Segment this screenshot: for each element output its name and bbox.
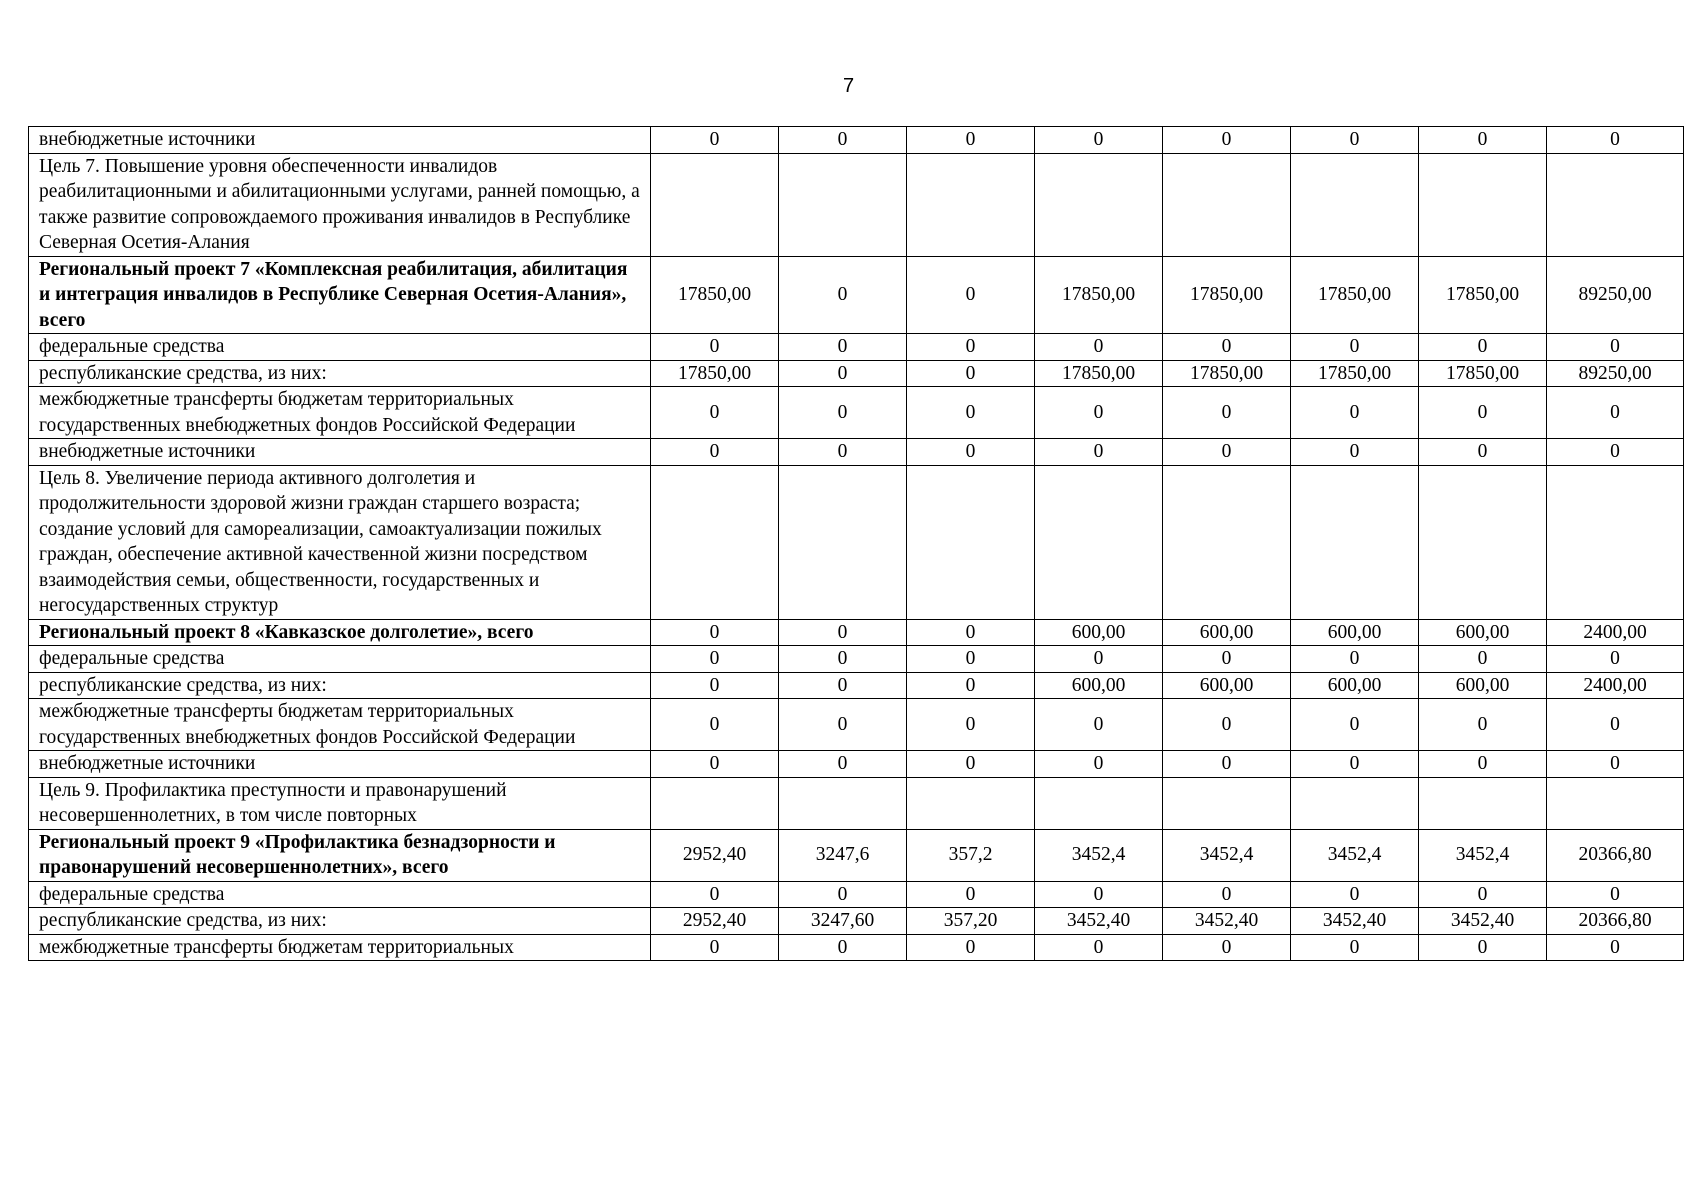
value-cell: 17850,00 — [1035, 256, 1163, 334]
row-label: внебюджетные источники — [29, 751, 651, 778]
value-cell: 0 — [779, 672, 907, 699]
value-cell: 0 — [1291, 387, 1419, 439]
value-cell: 600,00 — [1419, 619, 1547, 646]
value-cell: 0 — [1547, 127, 1684, 154]
table-row — [29, 908, 1684, 935]
value-cell: 0 — [1419, 934, 1547, 961]
value-cell: 0 — [1419, 699, 1547, 751]
value-cell: 0 — [1163, 699, 1291, 751]
value-cell: 3247,6 — [779, 829, 907, 881]
value-cell: 3247,60 — [779, 908, 907, 935]
value-cell: 0 — [907, 672, 1035, 699]
table-row — [29, 465, 1684, 619]
row-label: Региональный проект 8 «Кавказское долголетие», всего — [29, 619, 651, 646]
value-cell: 0 — [1035, 881, 1163, 908]
value-cell — [1547, 153, 1684, 256]
value-cell: 0 — [779, 699, 907, 751]
value-cell: 0 — [779, 439, 907, 466]
value-cell: 17850,00 — [1035, 360, 1163, 387]
table-row — [29, 829, 1684, 881]
value-cell: 3452,40 — [1419, 908, 1547, 935]
value-cell — [651, 465, 779, 619]
value-cell: 0 — [1547, 387, 1684, 439]
row-label: Цель 8. Увеличение периода активного долголетия и продолжительности здоровой жизни граждан старшего возраста; создание условий для самореализации, самоактуализации пожилых граждан, обеспечение активной качественной жизни посредством взаимодействия семьи, общественности, государственных и негосударственных структур — [29, 465, 651, 619]
budget-table — [28, 126, 1684, 961]
value-cell: 0 — [1419, 127, 1547, 154]
value-cell: 0 — [779, 334, 907, 361]
value-cell: 0 — [907, 751, 1035, 778]
value-cell — [651, 153, 779, 256]
value-cell: 0 — [779, 934, 907, 961]
value-cell: 0 — [779, 619, 907, 646]
value-cell — [907, 465, 1035, 619]
row-label: межбюджетные трансферты бюджетам территориальных государственных внебюджетных фондов Российской Федерации — [29, 387, 651, 439]
value-cell: 0 — [779, 360, 907, 387]
value-cell: 0 — [651, 619, 779, 646]
value-cell: 0 — [1547, 881, 1684, 908]
value-cell — [779, 465, 907, 619]
value-cell: 0 — [1163, 334, 1291, 361]
row-label: внебюджетные источники — [29, 439, 651, 466]
value-cell: 0 — [1547, 334, 1684, 361]
value-cell — [1035, 777, 1163, 829]
value-cell: 0 — [1035, 934, 1163, 961]
row-label: межбюджетные трансферты бюджетам территориальных государственных внебюджетных фондов Российской Федерации — [29, 699, 651, 751]
value-cell: 0 — [907, 334, 1035, 361]
value-cell: 0 — [1291, 881, 1419, 908]
table-row — [29, 881, 1684, 908]
value-cell: 0 — [651, 672, 779, 699]
value-cell: 0 — [1291, 699, 1419, 751]
value-cell — [1035, 465, 1163, 619]
table-row — [29, 256, 1684, 334]
value-cell: 3452,40 — [1291, 908, 1419, 935]
table-body — [29, 127, 1684, 961]
value-cell: 0 — [651, 646, 779, 673]
value-cell: 0 — [1547, 646, 1684, 673]
value-cell: 600,00 — [1419, 672, 1547, 699]
value-cell: 600,00 — [1035, 619, 1163, 646]
value-cell: 0 — [1547, 439, 1684, 466]
value-cell — [1035, 153, 1163, 256]
value-cell: 89250,00 — [1547, 256, 1684, 334]
value-cell: 0 — [1419, 646, 1547, 673]
row-label: республиканские средства, из них: — [29, 908, 651, 935]
value-cell: 0 — [1163, 646, 1291, 673]
value-cell: 0 — [1035, 751, 1163, 778]
value-cell: 17850,00 — [1419, 256, 1547, 334]
value-cell: 0 — [1163, 127, 1291, 154]
row-label: Региональный проект 7 «Комплексная реабилитация, абилитация и интеграция инвалидов в Республике Северная Осетия-Алания», всего — [29, 256, 651, 334]
table-row — [29, 360, 1684, 387]
value-cell: 0 — [651, 387, 779, 439]
value-cell — [1163, 465, 1291, 619]
value-cell: 20366,80 — [1547, 829, 1684, 881]
value-cell: 17850,00 — [651, 256, 779, 334]
value-cell: 0 — [651, 751, 779, 778]
row-label: межбюджетные трансферты бюджетам территориальных — [29, 934, 651, 961]
row-label: республиканские средства, из них: — [29, 360, 651, 387]
value-cell: 3452,40 — [1163, 908, 1291, 935]
value-cell: 3452,4 — [1163, 829, 1291, 881]
value-cell: 3452,40 — [1035, 908, 1163, 935]
row-label: внебюджетные источники — [29, 127, 651, 154]
value-cell — [779, 777, 907, 829]
value-cell: 0 — [1163, 881, 1291, 908]
value-cell: 600,00 — [1291, 672, 1419, 699]
value-cell — [651, 777, 779, 829]
value-cell: 2952,40 — [651, 829, 779, 881]
table-row — [29, 751, 1684, 778]
value-cell: 0 — [651, 127, 779, 154]
row-label: Региональный проект 9 «Профилактика безнадзорности и правонарушений несовершеннолетних», всего — [29, 829, 651, 881]
value-cell: 0 — [907, 360, 1035, 387]
table-row — [29, 646, 1684, 673]
value-cell: 0 — [1291, 751, 1419, 778]
table-row — [29, 777, 1684, 829]
value-cell: 17850,00 — [1163, 360, 1291, 387]
table-row — [29, 672, 1684, 699]
table-row — [29, 334, 1684, 361]
value-cell — [1419, 153, 1547, 256]
value-cell: 2400,00 — [1547, 619, 1684, 646]
value-cell: 0 — [779, 387, 907, 439]
value-cell: 3452,4 — [1419, 829, 1547, 881]
value-cell: 0 — [907, 256, 1035, 334]
table-row — [29, 127, 1684, 154]
value-cell: 17850,00 — [1419, 360, 1547, 387]
value-cell: 0 — [907, 934, 1035, 961]
value-cell: 0 — [907, 699, 1035, 751]
value-cell: 0 — [1291, 934, 1419, 961]
value-cell — [1163, 153, 1291, 256]
value-cell: 0 — [907, 439, 1035, 466]
value-cell: 600,00 — [1035, 672, 1163, 699]
value-cell: 2400,00 — [1547, 672, 1684, 699]
value-cell: 89250,00 — [1547, 360, 1684, 387]
value-cell: 0 — [1291, 127, 1419, 154]
value-cell — [1291, 465, 1419, 619]
value-cell: 600,00 — [1163, 672, 1291, 699]
value-cell — [1547, 465, 1684, 619]
value-cell: 0 — [1547, 934, 1684, 961]
value-cell: 0 — [907, 127, 1035, 154]
value-cell: 0 — [1291, 334, 1419, 361]
value-cell: 0 — [1035, 439, 1163, 466]
value-cell: 0 — [651, 334, 779, 361]
value-cell — [907, 153, 1035, 256]
value-cell: 0 — [907, 646, 1035, 673]
row-label: федеральные средства — [29, 334, 651, 361]
value-cell: 0 — [1035, 699, 1163, 751]
value-cell: 600,00 — [1163, 619, 1291, 646]
row-label: федеральные средства — [29, 881, 651, 908]
row-label: федеральные средства — [29, 646, 651, 673]
value-cell — [1291, 777, 1419, 829]
value-cell: 0 — [779, 127, 907, 154]
value-cell: 0 — [1163, 387, 1291, 439]
value-cell — [1419, 465, 1547, 619]
value-cell: 0 — [1419, 751, 1547, 778]
value-cell: 357,2 — [907, 829, 1035, 881]
value-cell — [1547, 777, 1684, 829]
value-cell: 0 — [1163, 934, 1291, 961]
value-cell — [1163, 777, 1291, 829]
value-cell: 3452,4 — [1291, 829, 1419, 881]
value-cell: 0 — [651, 439, 779, 466]
value-cell — [779, 153, 907, 256]
value-cell: 0 — [651, 934, 779, 961]
value-cell: 0 — [907, 619, 1035, 646]
value-cell — [907, 777, 1035, 829]
value-cell: 600,00 — [1291, 619, 1419, 646]
table-row — [29, 699, 1684, 751]
table-row — [29, 387, 1684, 439]
value-cell — [1419, 777, 1547, 829]
value-cell: 0 — [1035, 127, 1163, 154]
value-cell: 0 — [779, 751, 907, 778]
value-cell: 17850,00 — [1163, 256, 1291, 334]
value-cell: 0 — [1035, 334, 1163, 361]
row-label: Цель 9. Профилактика преступности и правонарушений несовершеннолетних, в том числе повторных — [29, 777, 651, 829]
value-cell: 0 — [907, 881, 1035, 908]
value-cell: 3452,4 — [1035, 829, 1163, 881]
value-cell: 0 — [1291, 439, 1419, 466]
value-cell: 2952,40 — [651, 908, 779, 935]
value-cell: 0 — [1163, 751, 1291, 778]
value-cell: 0 — [1419, 439, 1547, 466]
value-cell: 0 — [651, 699, 779, 751]
value-cell: 0 — [1419, 387, 1547, 439]
value-cell: 17850,00 — [651, 360, 779, 387]
row-label: республиканские средства, из них: — [29, 672, 651, 699]
value-cell: 20366,80 — [1547, 908, 1684, 935]
value-cell: 0 — [1419, 334, 1547, 361]
value-cell: 17850,00 — [1291, 360, 1419, 387]
value-cell: 0 — [1035, 646, 1163, 673]
row-label: Цель 7. Повышение уровня обеспеченности инвалидов реабилитационными и абилитационными услугами, ранней помощью, а также развитие сопровождаемого проживания инвалидов в Республике Северная Осетия-Алания — [29, 153, 651, 256]
value-cell: 0 — [907, 387, 1035, 439]
value-cell: 0 — [651, 881, 779, 908]
table-row — [29, 619, 1684, 646]
table-row — [29, 153, 1684, 256]
value-cell: 0 — [1035, 387, 1163, 439]
value-cell: 0 — [779, 256, 907, 334]
page-number: 7 — [842, 75, 855, 97]
value-cell: 357,20 — [907, 908, 1035, 935]
value-cell: 17850,00 — [1291, 256, 1419, 334]
value-cell: 0 — [779, 881, 907, 908]
value-cell: 0 — [1163, 439, 1291, 466]
value-cell: 0 — [1291, 646, 1419, 673]
table-row — [29, 439, 1684, 466]
value-cell: 0 — [1419, 881, 1547, 908]
value-cell: 0 — [1547, 751, 1684, 778]
value-cell: 0 — [779, 646, 907, 673]
table-row — [29, 934, 1684, 961]
value-cell: 0 — [1547, 699, 1684, 751]
value-cell — [1291, 153, 1419, 256]
